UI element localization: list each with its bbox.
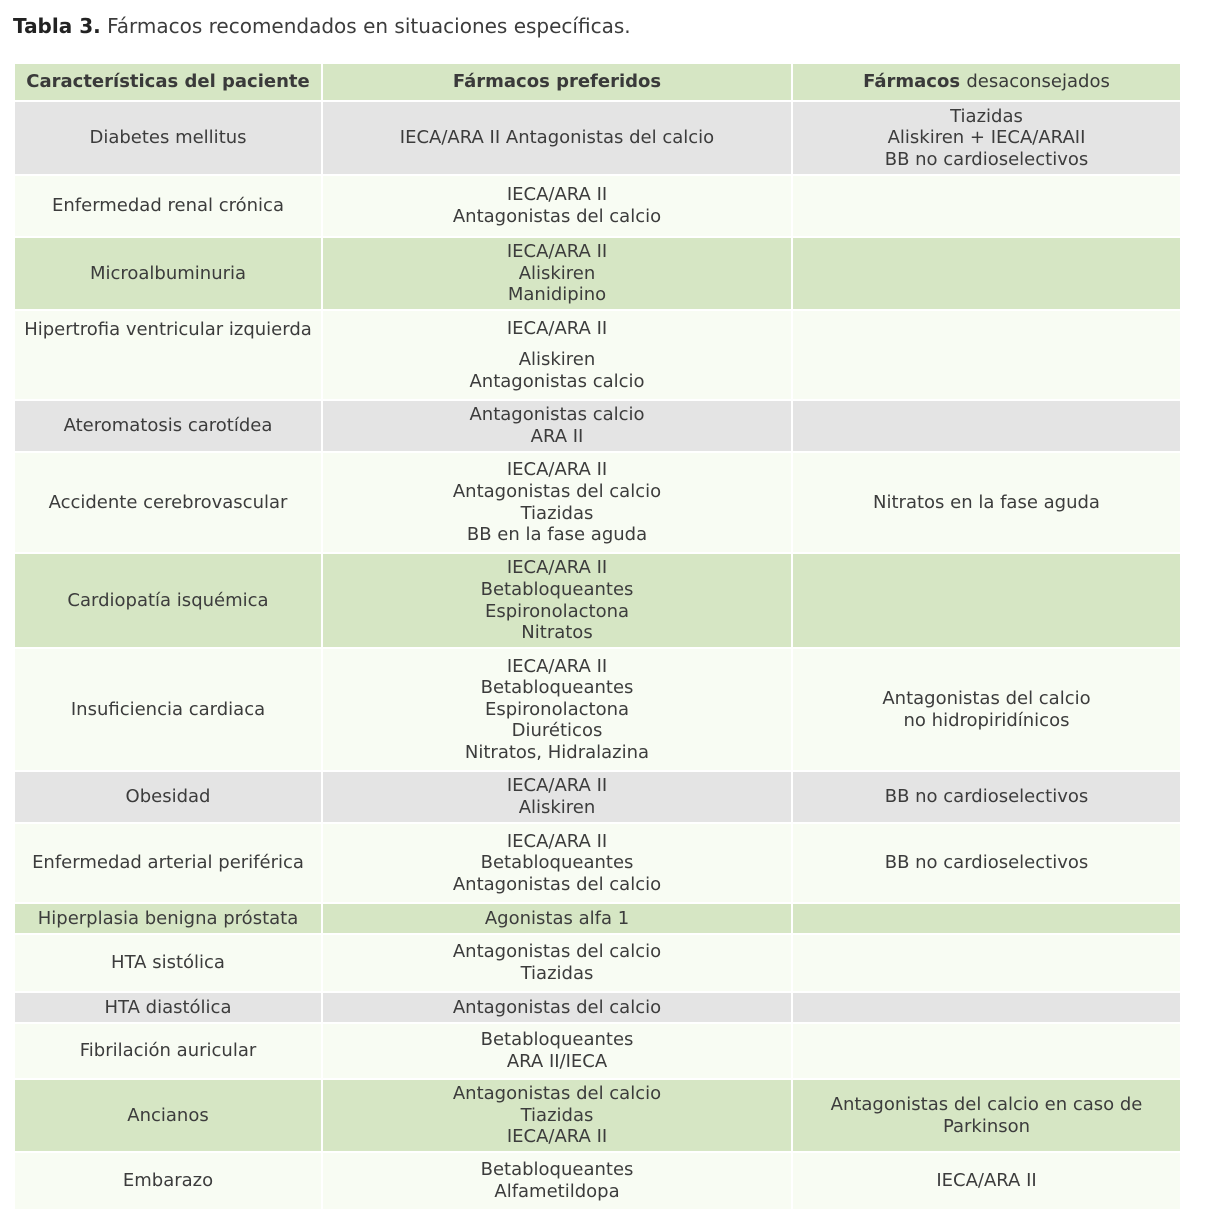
preferred-drug: Nitratos, Hidralazina (464, 741, 650, 763)
preferred-drug: Antagonistas del calcio (452, 996, 662, 1018)
table-row (15, 935, 1180, 991)
cell-preferred-drugs (323, 311, 791, 399)
preferred-drug: Espironolactona (484, 600, 630, 622)
cell-patient-characteristic: Diabetes mellitus (15, 102, 321, 174)
table-row (15, 1080, 1180, 1151)
preferred-drug: IECA/ARA II Antagonistas del calcio (399, 127, 715, 149)
preferred-drug: Antagonistas del calcio (452, 480, 662, 502)
cell-discouraged-drugs (793, 453, 1180, 552)
header-patient-characteristics: Características del paciente (15, 64, 321, 100)
cell-patient-characteristic: Microalbuminuria (15, 238, 321, 309)
preferred-drug: ARA II (530, 426, 584, 447)
cell-patient-characteristic: Ancianos (15, 1080, 321, 1151)
preferred-drug: Tiazidas (520, 963, 594, 984)
table-caption-text: Fármacos recomendados en situaciones específicas. (107, 14, 631, 38)
preferred-drug: BB en la fase aguda (466, 524, 648, 546)
discouraged-drug: Antagonistas del calcio (882, 687, 1091, 709)
preferred-drug: Antagonistas del calcio (452, 206, 662, 227)
cell-preferred-drugs (323, 1024, 791, 1078)
preferred-drug: Alfametildopa (494, 1181, 620, 1202)
table-row (15, 401, 1180, 451)
cell-discouraged-drugs (793, 554, 1180, 647)
cell-discouraged-drugs (793, 1024, 1180, 1078)
preferred-drug: Betabloqueantes (480, 1029, 634, 1051)
cell-patient-characteristic: HTA sistólica (15, 935, 321, 991)
table-row (15, 554, 1180, 647)
discouraged-drug: Nitratos en la fase aguda (873, 491, 1100, 513)
cell-preferred-drugs (323, 102, 791, 174)
cell-preferred-drugs (323, 1080, 791, 1151)
preferred-drug: Nitratos (521, 622, 593, 644)
cell-patient-characteristic: Cardiopatía isquémica (15, 554, 321, 647)
preferred-drug: IECA/ARA II (506, 830, 608, 852)
preferred-drug: Antagonistas del calcio (452, 1083, 662, 1105)
preferred-drug: Tiazidas (520, 1104, 594, 1126)
cell-patient-characteristic: Ateromatosis carotídea (15, 401, 321, 451)
cell-discouraged-drugs (793, 238, 1180, 309)
discouraged-drug: Aliskiren + IECA/ARAII (887, 127, 1086, 149)
preferred-drug: Aliskiren (518, 349, 596, 371)
cell-discouraged-drugs (793, 311, 1180, 399)
cell-preferred-drugs (323, 935, 791, 991)
preferred-drug: IECA/ARA II (506, 241, 608, 263)
cell-preferred-drugs (323, 1153, 791, 1209)
discouraged-drug: no hidropiridínicos (903, 709, 1070, 731)
cell-patient-characteristic: Fibrilación auricular (15, 1024, 321, 1078)
cell-patient-characteristic: Enfermedad renal crónica (15, 176, 321, 236)
discouraged-drug: Tiazidas (950, 105, 1023, 127)
cell-discouraged-drugs (793, 904, 1180, 933)
cell-discouraged-drugs (793, 824, 1180, 902)
table-row (15, 993, 1180, 1022)
header-discouraged-drugs (793, 64, 1180, 100)
cell-preferred-drugs (323, 904, 791, 933)
cell-patient-characteristic: Insuficiencia cardiaca (15, 649, 321, 770)
cell-discouraged-drugs (793, 649, 1180, 770)
preferred-drug: Aliskiren (518, 797, 596, 818)
preferred-drug: Betabloqueantes (480, 852, 634, 874)
table-row (15, 102, 1180, 174)
preferred-drug: Antagonistas calcio (469, 404, 645, 426)
cell-patient-characteristic: Hiperplasia benigna próstata (15, 904, 321, 933)
preferred-drug: Betabloqueantes (480, 578, 634, 600)
table-row (15, 772, 1180, 822)
cell-patient-characteristic: Enfermedad arterial periférica (15, 824, 321, 902)
cell-preferred-drugs (323, 176, 791, 236)
cell-preferred-drugs (323, 238, 791, 309)
table-caption-label: Tabla 3. (13, 14, 101, 38)
preferred-drug: IECA/ARA II (506, 775, 608, 797)
cell-discouraged-drugs (793, 401, 1180, 451)
table-row (15, 649, 1180, 770)
cell-discouraged-drugs (793, 176, 1180, 236)
discouraged-drug: BB no cardioselectivos (884, 786, 1089, 808)
discouraged-drug: Parkinson (942, 1115, 1031, 1137)
preferred-drug: Diuréticos (511, 720, 603, 742)
drug-recommendations-table (13, 62, 1182, 1211)
table-row (15, 1153, 1180, 1209)
table-row (15, 1024, 1180, 1078)
preferred-drug: ARA II/IECA (506, 1051, 608, 1072)
preferred-drug: IECA/ARA II (506, 459, 608, 481)
cell-discouraged-drugs (793, 102, 1180, 174)
table-row (15, 238, 1180, 309)
cell-patient-characteristic: Obesidad (15, 772, 321, 822)
cell-discouraged-drugs (793, 935, 1180, 991)
header-discouraged-light: desaconsejados (966, 71, 1110, 93)
cell-preferred-drugs (323, 453, 791, 552)
preferred-drug: Agonistas alfa 1 (484, 907, 630, 929)
table-row (15, 176, 1180, 236)
discouraged-drug: IECA/ARA II (936, 1170, 1037, 1192)
table-row (15, 311, 1180, 399)
cell-preferred-drugs (323, 554, 791, 647)
discouraged-drug: BB no cardioselectivos (884, 852, 1089, 874)
cell-preferred-drugs (323, 993, 791, 1022)
preferred-drug: IECA/ARA II (506, 317, 608, 339)
cell-discouraged-drugs (793, 1080, 1180, 1151)
cell-preferred-drugs (323, 649, 791, 770)
cell-discouraged-drugs (793, 1153, 1180, 1209)
preferred-drug: Betabloqueantes (480, 1159, 634, 1181)
cell-patient-characteristic: Accidente cerebrovascular (15, 453, 321, 552)
cell-patient-characteristic: Embarazo (15, 1153, 321, 1209)
table-row (15, 904, 1180, 933)
cell-patient-characteristic: HTA diastólica (15, 993, 321, 1022)
table-header-row (15, 64, 1180, 100)
preferred-drug: Betabloqueantes (480, 677, 634, 699)
cell-discouraged-drugs (793, 772, 1180, 822)
preferred-drug: Antagonistas del calcio (452, 873, 662, 895)
discouraged-drug: BB no cardioselectivos (884, 148, 1089, 170)
preferred-drug: Manidipino (507, 284, 607, 306)
preferred-drug: Antagonistas calcio (469, 370, 645, 392)
cell-preferred-drugs (323, 401, 791, 451)
cell-patient-characteristic: Hipertrofia ventricular izquierda (15, 311, 321, 399)
cell-discouraged-drugs (793, 993, 1180, 1022)
preferred-drug: Espironolactona (484, 698, 630, 720)
preferred-drug: Aliskiren (518, 262, 596, 284)
preferred-drug: Tiazidas (520, 502, 594, 524)
preferred-drug: IECA/ARA II (506, 655, 608, 677)
header-preferred-drugs: Fármacos preferidos (323, 64, 791, 100)
preferred-drug: IECA/ARA II (506, 557, 608, 579)
header-discouraged-bold: Fármacos (863, 71, 961, 93)
cell-preferred-drugs (323, 772, 791, 822)
table-row (15, 453, 1180, 552)
table-row (15, 824, 1180, 902)
table-body (15, 102, 1180, 1209)
table-caption (13, 12, 631, 40)
preferred-drug: Antagonistas del calcio (452, 941, 662, 963)
discouraged-drug: Antagonistas del calcio en caso de (830, 1093, 1143, 1115)
cell-preferred-drugs (323, 824, 791, 902)
preferred-drug: IECA/ARA II (506, 1126, 608, 1148)
preferred-drug: IECA/ARA II (506, 184, 608, 206)
